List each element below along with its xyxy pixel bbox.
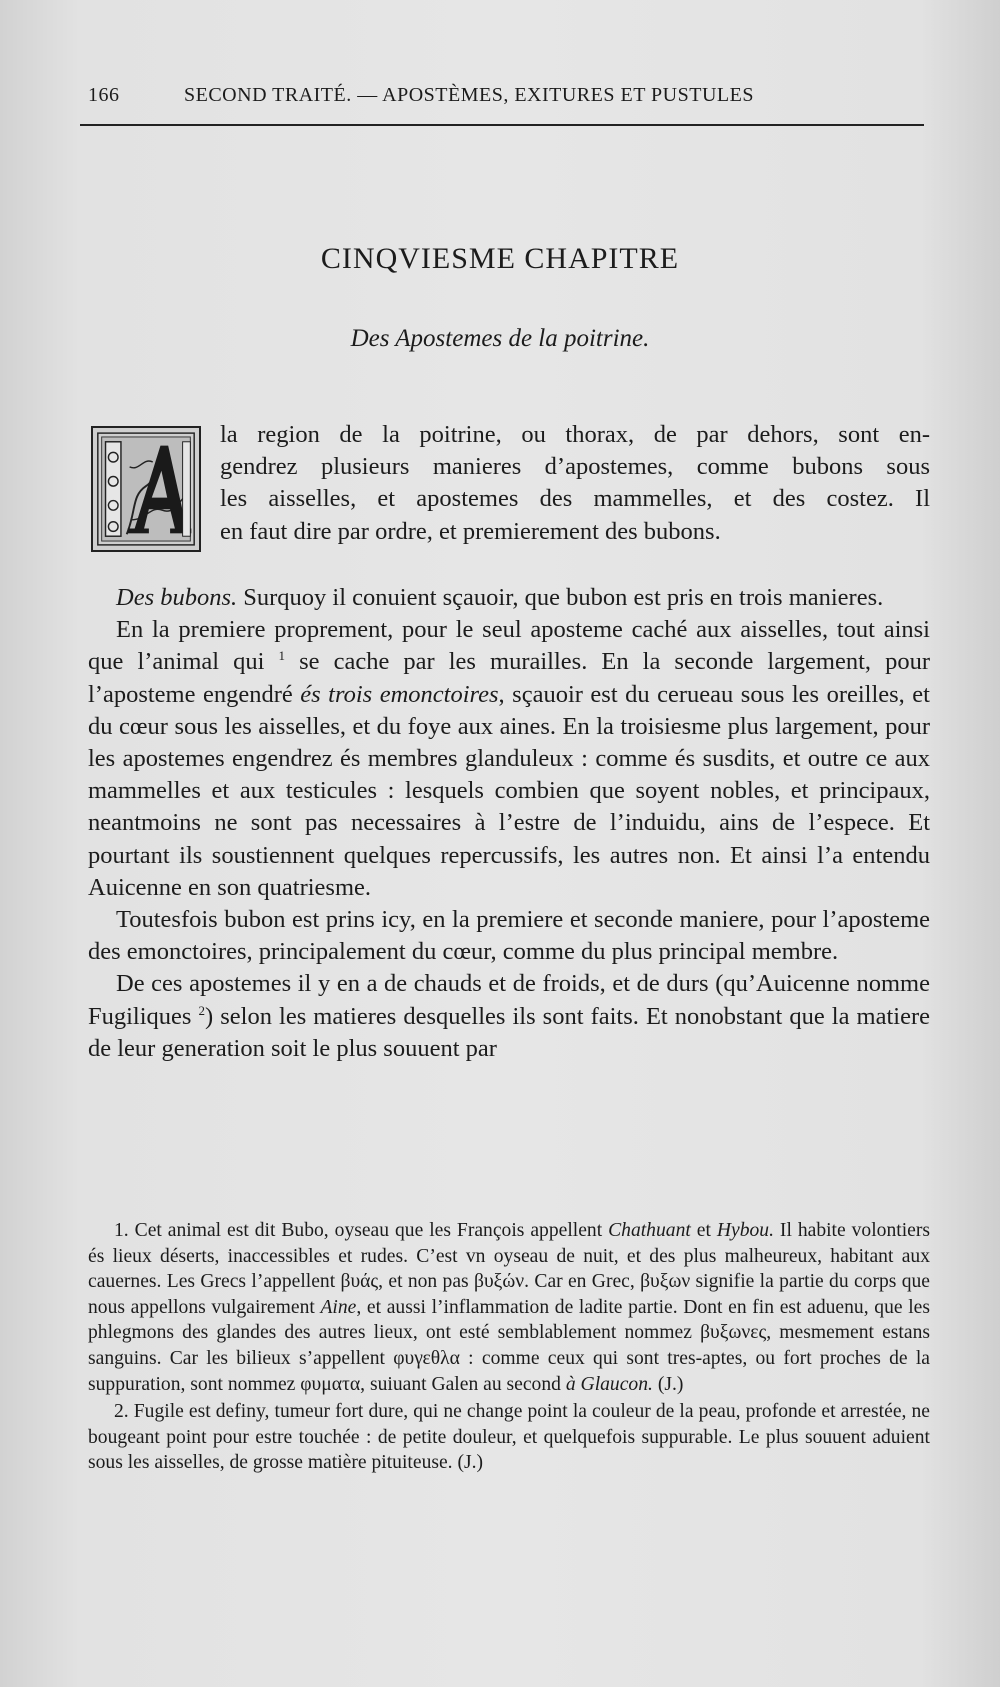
running-title: SECOND TRAITÉ. — APOSTÈMES, EXITURES ET PUSTULES — [184, 84, 754, 106]
chapter-title: CINQVIESME CHAPITRE — [320, 242, 680, 275]
bubons-paragraph — [88, 582, 930, 614]
opening-line-1: la region de la poitrine, ou thorax, de par dehors, sont en- — [220, 421, 930, 448]
footnote-1-text-c: Il habite volontiers és lieux déserts, inaccessibles et rudes. C’est vn oyseau de nuit, et des plus malheureux, habitant aux cauernes. Les Grecs l’appellent βυάς, et non pas βυξών. Car en Grec, βυξων signifie la partie du corps que nous appellons vulgairement — [88, 1220, 930, 1318]
footnote-1-chathuant: Chathuant — [608, 1220, 691, 1241]
footnote-ref-2: 2 — [198, 1002, 206, 1018]
footnote-1-text-e: (J.) — [652, 1373, 684, 1395]
opening-paragraph — [88, 419, 930, 548]
emonctoires-italic: és trois emonctoires — [300, 680, 499, 708]
premiere-paragraph — [88, 614, 930, 904]
running-header — [88, 84, 924, 107]
footnote-1-hybou: Hybou. — [716, 1220, 774, 1241]
premiere-text-2: se cache par les murailles. En la seconde largement, pour l’aposteme engendré — [88, 648, 930, 708]
chauds-paragraph — [88, 968, 930, 1065]
footnote-1-aine: Aine — [320, 1296, 357, 1318]
opening-line-3: les aisselles, et apostemes des mammelles, et des costez. Il — [220, 485, 930, 513]
footnote-ref-1: 1 — [278, 648, 286, 664]
footnote-1-text-d: , et aussi l’inflammation de ladite partie. Dont en fin est aduenu, que les phlegmons des glandes des autres lieux, ont esté semblablement nommez βυξωνες, mesmement estans sanguins. Car les bilieux s’appellent φυγεθλα : comme ceux qui sont tres-aptes, ou fort proches de la suppuration, sont nommez φυματα, suiuant Galen au second — [88, 1296, 930, 1395]
main-text — [88, 582, 930, 1065]
footnote-1-glaucon: à Glaucon. — [565, 1373, 653, 1395]
footnote-1-text-b: et — [690, 1220, 717, 1241]
chauds-text-1: De ces apostemes il y en a de chauds et de froids, et de durs (qu’Auicenne nomme Fugiliques — [88, 970, 930, 1030]
footnotes — [88, 1218, 930, 1476]
premiere-text-3: , sçauoir est du cerueau sous les oreilles, et du cœur sous les aisselles, et du foye aux aines. En la troisiesme plus largement, pour les apostemes engendrez és membres glanduleux : comme és susdits, et outre ce aux mammelles et aux testicules : lesquels combien que soyent nobles, et principaux, neantmoins ne sont pas necessaires à l’estre de l’induidu, ains de l’espece. Et pourtant ils soustiennent quelques repercussifs, les autres non. Et ainsi l’a entendu Auicenne en son quatriesme. — [88, 680, 930, 901]
premiere-text-1: En la premiere proprement, pour le seul aposteme caché aux aisselles, tout ainsi que l’animal qui — [88, 616, 930, 676]
opening-line-4: en faut dire par ordre, et premierement des bubons. — [220, 517, 721, 545]
toutesfois-paragraph: Toutesfois bubon est prins icy, en la premiere et seconde maniere, pour l’aposteme des emonctoires, principalement du cœur, comme du plus principal membre. — [88, 906, 930, 966]
bubons-heading: Des bubons. — [116, 584, 238, 611]
header-rule — [80, 124, 924, 126]
footnote-2: 2. Fugile est definy, tumeur fort dure, qui ne change point la couleur de la peau, profonde et arrestée, ne bougeant point pour estre touchée : de petite douleur, et quelquefois suppurable. Le plus souuent aduient sous les aisselles, de grosse matière pituiteuse. (J.) — [88, 1401, 930, 1474]
chauds-text-2: ) selon les matieres desquelles ils sont faits. Et nonobstant que la matiere de leur generation soit le plus souuent par — [88, 1002, 930, 1062]
footnote-1-text-a: 1. Cet animal est dit Bubo, oyseau que les François appellent — [114, 1220, 609, 1241]
opening-line-2: gendrez plusieurs manieres d’apostemes, comme bubons sous — [220, 453, 930, 481]
page-number: 166 — [88, 84, 120, 106]
chapter-subtitle: Des Apostemes de la poitrine. — [350, 325, 650, 352]
bubons-text: Surquoy il conuient sçauoir, que bubon est pris en trois manieres. — [237, 584, 884, 611]
footnote-1 — [88, 1218, 930, 1397]
